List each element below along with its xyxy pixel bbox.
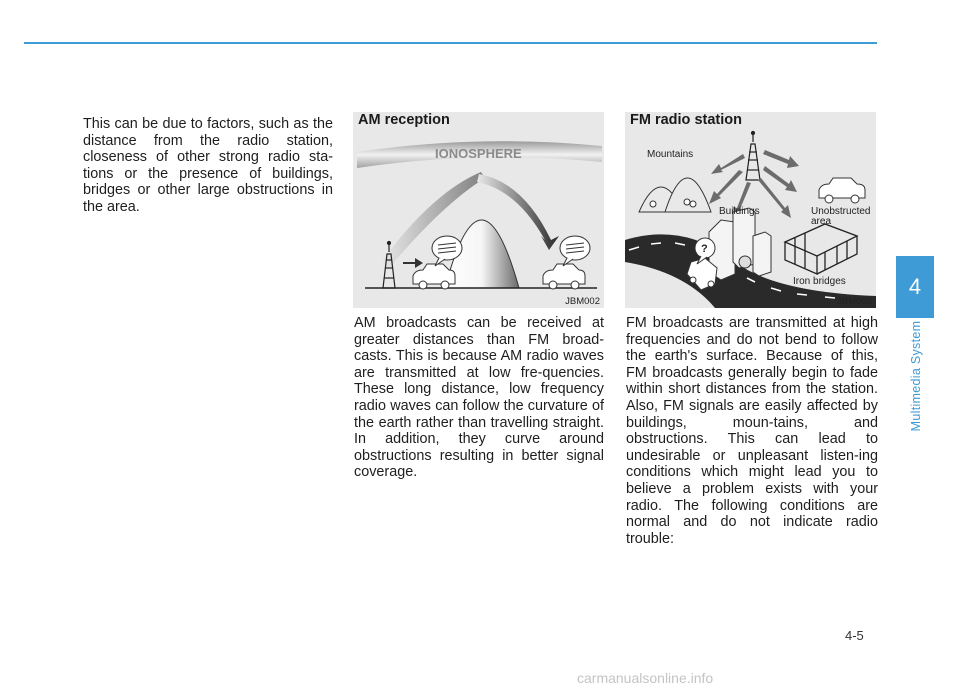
intro-paragraph-column [83, 116, 333, 216]
unobstructed-label-line1: Unobstructed [811, 206, 871, 217]
unobstructed-label-line2: area [811, 216, 832, 227]
intro-paragraph: This can be due to factors, such as the distance from the radio station, closeness of other strong radio sta-tions or the presence of buildings, bridges or other large obstructions in the area. [83, 116, 333, 215]
mountains-icon [639, 178, 711, 212]
am-figure-title: AM reception [358, 112, 450, 128]
am-reception-illustration [353, 112, 604, 308]
buildings-label: Buildings [719, 206, 760, 217]
fm-description: FM broadcasts are transmitted at high frequencies and do not bend to follow the earth's surface. Because of this, FM broadcasts generally begin to fade within short distances from the station. Also, FM signals are easily affected by buildings, moun-tains, and obstructions. This can lead to undesirable or unpleasant listen-ing conditions which might lead you to believe a problem exists with your radio. The following conditions are normal and do not indicate radio trouble: [626, 315, 878, 547]
page-number: 4-5 [845, 628, 864, 643]
am-description-column [354, 315, 604, 481]
fm-figure-title: FM radio station [630, 112, 742, 128]
question-mark: ? [701, 243, 708, 255]
car-left-icon [413, 264, 455, 289]
chapter-tab: 4 [896, 256, 934, 318]
fm-description-column [626, 315, 878, 547]
watermark: carmanualsonline.info [577, 670, 714, 686]
am-reception-figure [353, 112, 604, 308]
mountains-label: Mountains [647, 149, 694, 160]
fm-figure-code: JBM003 [837, 296, 872, 307]
iron-bridges-label: Iron bridges [793, 276, 846, 287]
chapter-title-vertical [903, 306, 929, 446]
car-right-icon [543, 264, 585, 289]
ionosphere-label: IONOSPHERE [435, 146, 522, 161]
unobstructed-car-icon [819, 178, 865, 203]
chapter-title: Multimedia System [909, 320, 923, 432]
fm-radio-station-figure [625, 112, 876, 308]
am-figure-code: JBM002 [565, 296, 600, 307]
iron-bridge-icon [785, 224, 857, 274]
radio-tower-icon [746, 132, 760, 181]
am-description: AM broadcasts can be received at greater distances than FM broad-casts. This is because AM radio waves are transmitted at low fre-quencies. These long distance, low frequency radio waves can follow the curvature of the earth rather than travelling straight. In addition, they curve around obstructions resulting in better signal coverage. [354, 315, 604, 481]
fm-radio-station-illustration [625, 112, 876, 308]
header-rule [24, 42, 877, 44]
signal-arrow [403, 258, 423, 268]
radio-sound-bubble-right-icon [560, 236, 590, 266]
